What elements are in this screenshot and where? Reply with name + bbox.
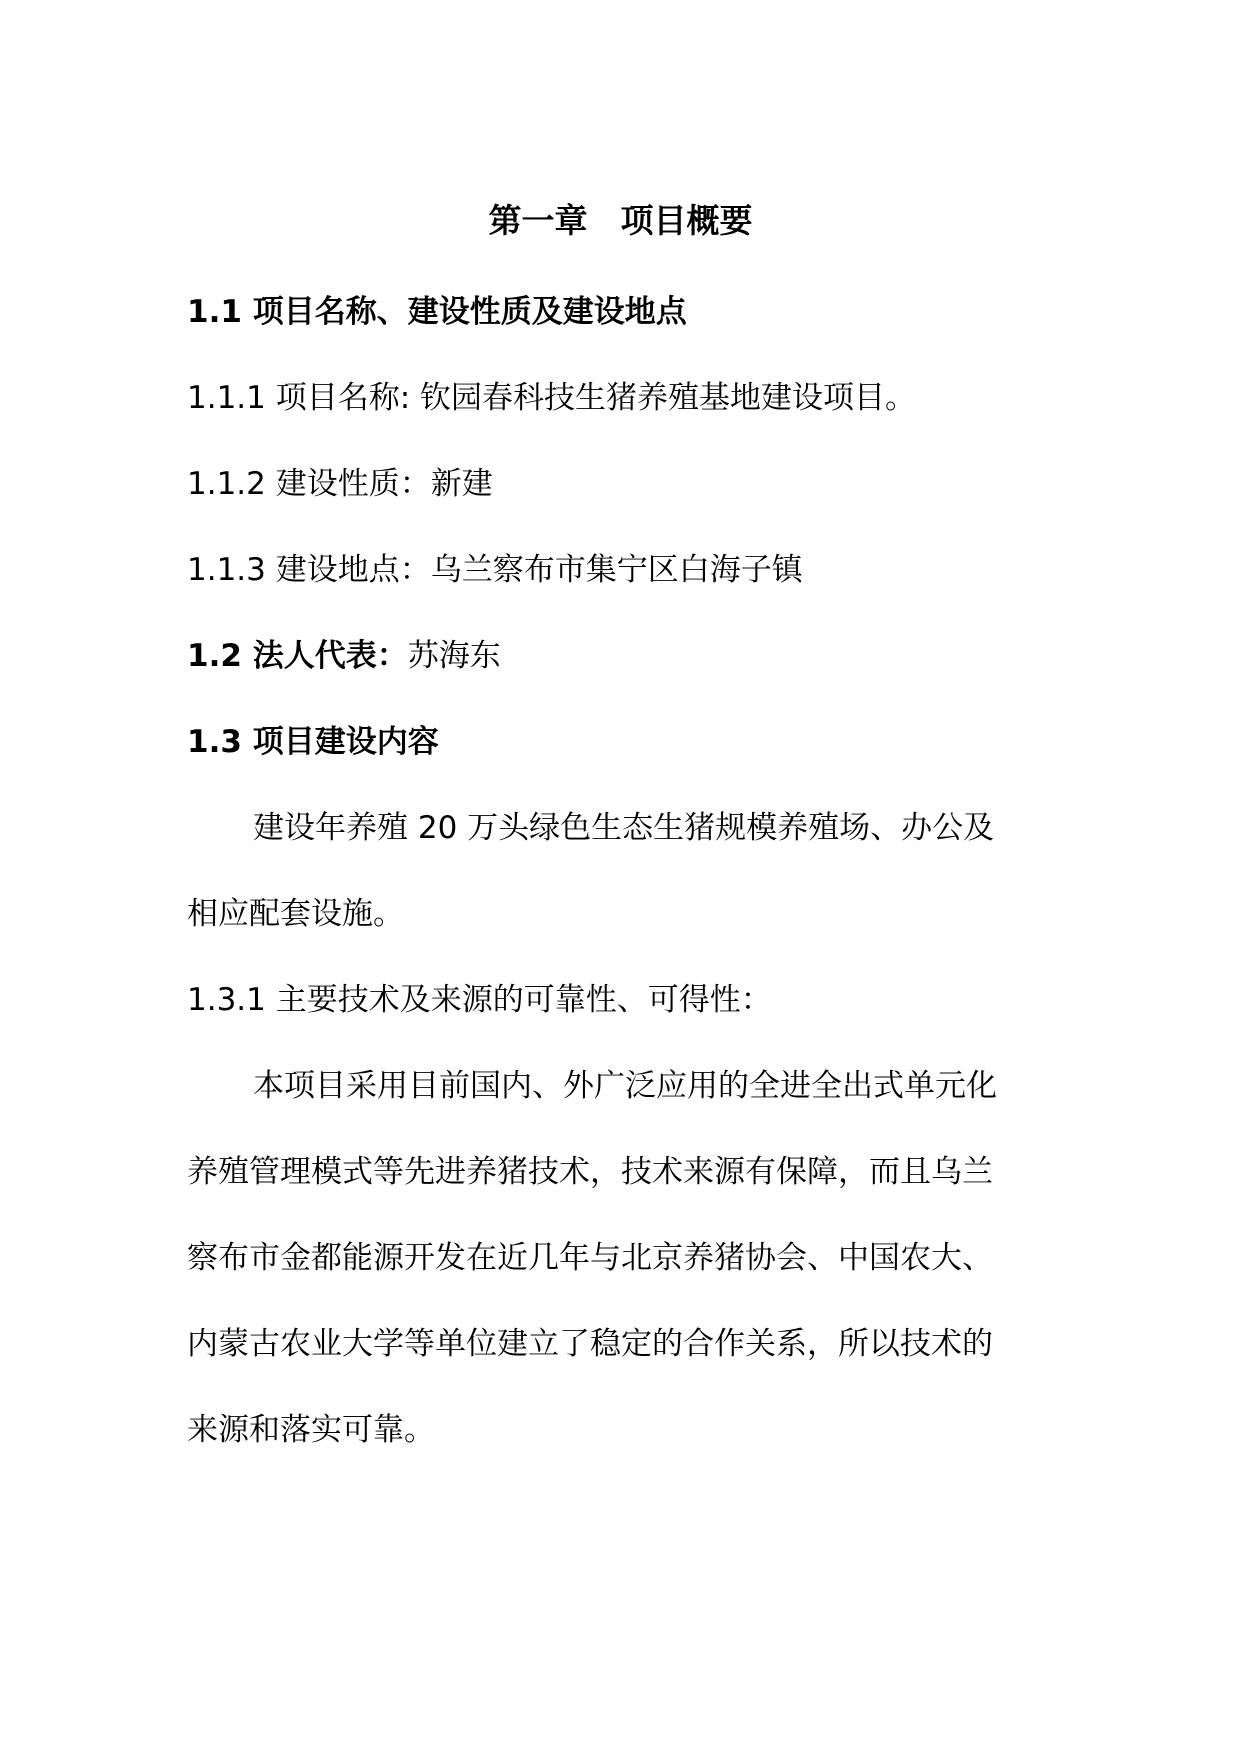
chapter-title: 第一章 项目概要 (488, 201, 753, 240)
paragraph-line: 内蒙古农业大学等单位建立了稳定的合作关系，所以技术的 (187, 1326, 993, 1362)
item-1-1-3: 1.1.3 建设地点：乌兰察布市集宁区白海子镇 (187, 552, 803, 588)
paragraph-line: 相应配套设施。 (187, 896, 404, 932)
paragraph-line: 养殖管理模式等先进养猪技术，技术来源有保障，而且乌兰 (187, 1154, 993, 1190)
section-heading-1-2 (187, 636, 501, 676)
paragraph-line: 察布市金都能源开发在近几年与北京养猪协会、中国农大、 (187, 1240, 993, 1276)
legal-rep-label: 1.2 法人代表： (187, 638, 408, 674)
paragraph-line: 本项目采用目前国内、外广泛应用的全进全出式单元化 (253, 1068, 997, 1104)
legal-rep-value: 苏海东 (407, 638, 501, 674)
item-1-1-2: 1.1.2 建设性质：新建 (187, 466, 493, 502)
section-heading-1-3: 1.3 项目建设内容 (187, 724, 439, 760)
item-1-1-1: 1.1.1 项目名称: 钦园春科技生猪养殖基地建设项目。 (187, 380, 917, 416)
section-heading-1-1: 1.1 项目名称、建设性质及建设地点 (187, 294, 687, 330)
paragraph-line: 建设年养殖 20 万头绿色生态生猪规模养殖场、办公及 (253, 810, 995, 846)
paragraph-line: 来源和落实可靠。 (187, 1412, 435, 1448)
item-1-3-1: 1.3.1 主要技术及来源的可靠性、可得性： (187, 982, 772, 1018)
